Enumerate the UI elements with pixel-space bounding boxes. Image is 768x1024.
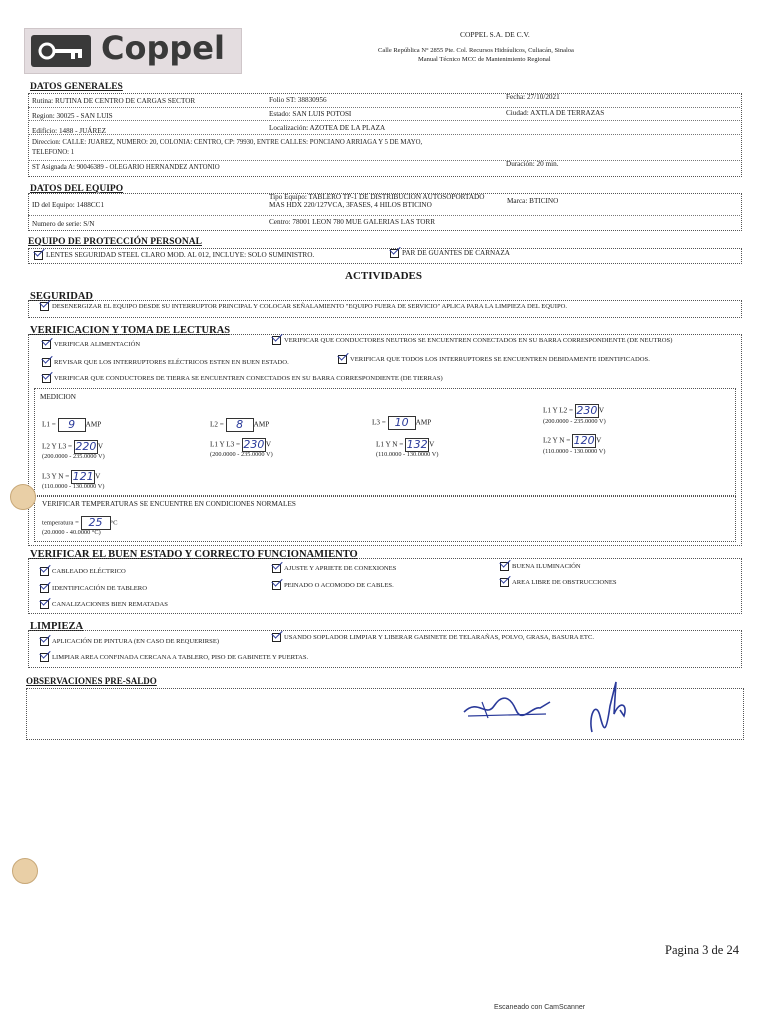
section-buen-estado: VERIFICAR EL BUEN ESTADO Y CORRECTO FUNCIONAMIENTO: [30, 549, 358, 560]
l2n-range: (110.0000 - 130.0000 V): [543, 448, 606, 455]
reading-l2l3: [42, 440, 103, 454]
reading-l1: [42, 418, 101, 432]
soplador-label: USANDO SOPLADOR LIMPIAR Y LIBERAR GABINETE DE TELARAÑAS, POLVO, GRASA, BASURA ETC.: [284, 634, 594, 642]
pintura-label: APLICACIÓN DE PINTURA (EN CASO DE REQUERIRSE): [52, 638, 220, 646]
rutina: Rutina: RUTINA DE CENTRO DE CARGAS SECTOR: [32, 97, 196, 105]
l2n-label: L2 Y N =: [543, 436, 571, 445]
verif-tierras: [42, 374, 443, 383]
signature-technician: [460, 688, 556, 724]
reading-l2n: [543, 434, 601, 448]
l1n-range: (110.0000 - 130.0000 V): [376, 451, 439, 458]
verif-interruptores: [42, 358, 289, 367]
guantes-label: PAR DE GUANTES DE CARNAZA: [402, 249, 510, 258]
l3n-range: (110.0000 - 130.0000 V): [42, 483, 105, 490]
centro: Centro: 78001 LEON 780 MUE GALERIAS LAS TORR: [269, 218, 436, 226]
alimentacion-label: VERIFICAR ALIMENTACIÓN: [54, 341, 141, 349]
neutros-checkbox[interactable]: [272, 336, 281, 345]
telefono: TELEFONO: 1: [32, 149, 75, 156]
l3n-label: L3 Y N =: [42, 472, 70, 481]
folio: Folio ST: 38830956: [269, 96, 327, 104]
limpieza-pintura: [40, 637, 219, 646]
l3n-unit: V: [95, 472, 101, 481]
region: Region: 30025 - SAN LUIS: [32, 112, 113, 120]
observaciones-box[interactable]: [26, 688, 744, 740]
be-identificacion: [40, 584, 147, 593]
desenergizar-label: DESENERGIZAR EL EQUIPO DESDE SU INTERRUPTOR PRINCIPAL Y COLOCAR SEÑALAMIENTO "EQUIPO FUERA DE SERVICIO" APLICA PARA LA LIMPIEZA DEL EQUIPO.: [52, 303, 568, 311]
section-datos-generales: DATOS GENERALES: [30, 82, 123, 92]
l2l3-label: L2 Y L3 =: [42, 442, 73, 451]
l1l3-label: L1 Y L3 =: [210, 440, 241, 449]
canalizaciones-checkbox[interactable]: [40, 600, 49, 609]
area-libre-label: AREA LIBRE DE OBSTRUCCIONES: [512, 579, 617, 587]
alimentacion-checkbox[interactable]: [42, 340, 51, 349]
l3-unit: AMP: [415, 418, 432, 427]
iluminacion-label: BUENA ILUMINACIÓN: [512, 563, 581, 571]
guantes-checkbox[interactable]: [390, 249, 399, 258]
section-epp: EQUIPO DE PROTECCIÓN PERSONAL: [28, 237, 202, 247]
iluminacion-checkbox[interactable]: [500, 562, 509, 571]
page-number: Pagina 3 de 24: [665, 943, 739, 957]
scanner-note: Escaneado con CamScanner: [494, 1004, 586, 1011]
company-address: Calle República N° 2855 Pte. Col. Recursos Hidráulicos, Culiacán, Sinaloa: [378, 47, 574, 54]
verif-identificados: [338, 355, 650, 364]
temp-label: temperatura =: [42, 519, 79, 527]
be-cableado: [40, 567, 126, 576]
coppel-logo: [24, 28, 242, 74]
tipo-equipo-line1: Tipo Equipo: TABLERO TP-1 DE DISTRIBUCION AUTOSOPORTADO: [269, 193, 485, 201]
soplador-checkbox[interactable]: [272, 633, 281, 642]
limpiar-area-checkbox[interactable]: [40, 653, 49, 662]
epp-item-lentes: [34, 251, 314, 260]
tipo-equipo-line2: MAS HDX 220/127VCA, 3FASES, 4 HILOS BTICINO: [269, 201, 432, 209]
l1n-input[interactable]: 132: [406, 438, 428, 451]
l1l3-input[interactable]: 230: [243, 438, 265, 451]
seguridad-item: [40, 302, 567, 311]
id-equipo: ID del Equipo: 1488CC1: [32, 201, 105, 209]
l1l2-range: (200.0000 - 235.0000 V): [543, 418, 606, 425]
limpieza-soplador: [272, 633, 594, 642]
desenergizar-checkbox[interactable]: [40, 302, 49, 311]
be-peinado: [272, 581, 394, 590]
localizacion: Localización: AZOTEA DE LA PLAZA: [269, 124, 386, 132]
peinado-checkbox[interactable]: [272, 581, 281, 590]
area-libre-checkbox[interactable]: [500, 578, 509, 587]
l1l3-unit: V: [265, 440, 272, 449]
ciudad: Ciudad: AXTLA DE TERRAZAS: [506, 109, 605, 117]
l2n-input[interactable]: 120: [573, 434, 595, 447]
l2l3-range: (200.0000 - 235.0000 V): [42, 453, 105, 460]
temp-item: VERIFICAR TEMPERATURAS SE ENCUENTRE EN CONDICIONES NORMALES: [42, 500, 296, 508]
lentes-label: LENTES SEGURIDAD STEEL CLARO MOD. AL 012, INCLUYE: SOLO SUMINISTRO.: [46, 251, 315, 260]
edificio: Edificio: 1488 - JUÁREZ: [32, 127, 107, 135]
section-limpieza: LIMPIEZA: [30, 621, 84, 632]
l1-unit: AMP: [85, 420, 102, 429]
be-iluminacion: [500, 562, 581, 571]
section-verificacion: VERIFICACION Y TOMA DE LECTURAS: [30, 325, 231, 336]
l1-input[interactable]: 9: [58, 418, 86, 432]
temp-unit: °C: [110, 519, 118, 527]
l1l2-label: L1 Y L2 =: [543, 406, 574, 415]
l2-label: L2 =: [210, 420, 224, 429]
l3n-input[interactable]: 121: [72, 470, 94, 483]
reading-l2: [210, 418, 269, 432]
canalizaciones-label: CANALIZACIONES BIEN REMATADAS: [52, 601, 168, 609]
logo-wordmark: Coppel: [101, 29, 225, 67]
tierras-label: VERIFICAR QUE CONDUCTORES DE TIERRA SE ENCUENTREN CONECTADOS EN SU BARRA CORRESPONDIENTE (DE TIERRAS): [54, 375, 443, 383]
ajuste-checkbox[interactable]: [272, 564, 281, 573]
key-icon: [31, 35, 91, 67]
row-divider: [28, 107, 740, 108]
verif-alimentacion: [42, 340, 140, 349]
l3-label: L3 =: [372, 418, 386, 427]
l1-label: L1 =: [42, 420, 56, 429]
l3-input[interactable]: 10: [388, 416, 416, 430]
reading-l3: [372, 416, 431, 430]
reading-l3n: [42, 470, 100, 484]
identificacion-checkbox[interactable]: [40, 584, 49, 593]
reading-l1l3: [210, 438, 271, 452]
be-area-libre: [500, 578, 617, 587]
medicion-title: MEDICION: [40, 393, 76, 401]
temp-input[interactable]: 25: [81, 516, 111, 530]
manual-title: Manual Técnico MCC de Mantenimiento Regional: [418, 56, 551, 63]
identificacion-label: IDENTIFICACIÓN DE TABLERO: [52, 585, 147, 593]
l1l2-input[interactable]: 230: [576, 404, 598, 417]
peinado-label: PEINADO O ACOMODO DE CABLES.: [284, 582, 394, 590]
reading-l1n: [376, 438, 434, 452]
interruptores-label: REVISAR QUE LOS INTERRUPTORES ELÉCTRICOS ESTEN EN BUEN ESTADO.: [54, 359, 289, 367]
l1l3-range: (200.0000 - 235.0000 V): [210, 451, 273, 458]
row-divider: [28, 160, 740, 161]
l2l3-input[interactable]: 220: [75, 440, 97, 453]
marca: Marca: BTICINO: [507, 197, 559, 205]
limpiar-area-label: LIMPIAR AREA CONFINADA CERCANA A TABLERO, PISO DE GABINETE Y PUERTAS.: [52, 654, 309, 662]
l1n-label: L1 Y N =: [376, 440, 404, 449]
row-divider: [28, 120, 740, 121]
row-divider: [28, 134, 740, 135]
signature-supervisor: [586, 676, 634, 738]
l2l3-unit: V: [97, 442, 104, 451]
l2n-unit: V: [596, 436, 602, 445]
actividades-title: ACTIVIDADES: [345, 270, 423, 282]
section-datos-equipo: DATOS DEL EQUIPO: [30, 184, 124, 194]
lentes-checkbox[interactable]: [34, 251, 43, 260]
section-seguridad: SEGURIDAD: [30, 291, 94, 302]
neutros-label: VERIFICAR QUE CONDUCTORES NEUTROS SE ENCUENTREN CONECTADOS EN SU BARRA CORRESPONDIENTE (DE NEUTROS): [284, 337, 673, 345]
l2-unit: AMP: [253, 420, 270, 429]
l2-input[interactable]: 8: [226, 418, 254, 432]
row-divider: [28, 215, 740, 216]
verif-neutros: [272, 336, 672, 345]
cableado-label: CABLEADO ELÉCTRICO: [52, 568, 126, 576]
be-canalizaciones: [40, 600, 168, 609]
tierras-checkbox[interactable]: [42, 374, 51, 383]
reading-temp: [42, 516, 118, 530]
binder-hole-top: [10, 484, 36, 510]
cableado-checkbox[interactable]: [40, 567, 49, 576]
be-ajuste: [272, 564, 396, 573]
direccion: Direccion: CALLE: JUAREZ, NUMERO: 20, COLONIA: CENTRO, CP: 79930, ENTRE CALLES: PONCIANO ARRIAGA Y 5 DE MAYO,: [32, 139, 423, 146]
estado: Estado: SAN LUIS POTOSI: [269, 110, 352, 118]
st-asignada: ST Asignada A: 90046389 - OLEGARIO HERNANDEZ ANTONIO: [32, 164, 220, 171]
ajuste-label: AJUSTE Y APRIETE DE CONEXIONES: [284, 565, 397, 573]
pintura-checkbox[interactable]: [40, 637, 49, 646]
identificados-checkbox[interactable]: [338, 355, 347, 364]
limpieza-area: [40, 653, 308, 662]
temp-range: (20.0000 - 40.0000 °C): [42, 529, 101, 536]
fecha: Fecha: 27/10/2021: [506, 93, 560, 101]
reading-l1l2: [543, 404, 604, 418]
epp-item-guantes: [390, 249, 510, 258]
binder-hole-bottom: [12, 858, 38, 884]
l1n-unit: V: [429, 440, 435, 449]
l1l2-unit: V: [598, 406, 605, 415]
numero-serie: Numero de serie: S/N: [32, 220, 95, 228]
company-name: COPPEL S.A. DE C.V.: [460, 30, 530, 39]
interruptores-checkbox[interactable]: [42, 358, 51, 367]
identificados-label: VERIFICAR QUE TODOS LOS INTERRUPTORES SE ENCUENTREN DEBIDAMENTE IDENTIFICADOS.: [350, 356, 650, 364]
section-observaciones: OBSERVACIONES PRE-SALDO: [26, 676, 157, 686]
duracion: Duración: 20 min.: [506, 160, 559, 168]
